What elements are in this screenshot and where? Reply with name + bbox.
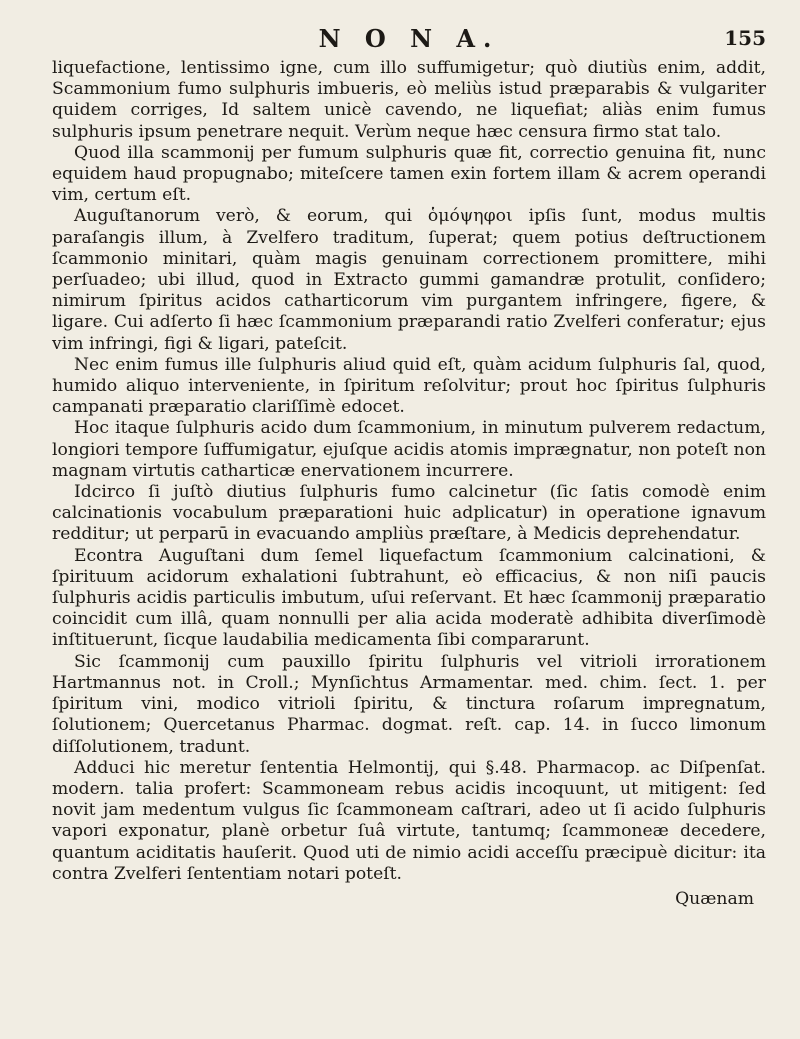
running-title: N O N A. xyxy=(318,24,500,53)
paragraph: Hoc itaque ſulphuris acido dum ſcammonium, in minutum pulverem redactum, longiori tempore ſuffumigatur, ejuſque acidis atomis imprægnatur, non poteſt non magnam virtutis catharticæ enervationem incurrere. xyxy=(52,418,766,481)
page-number: 155 xyxy=(724,26,766,50)
catchword: Quænam xyxy=(675,888,754,909)
paragraph: Sic ſcammonij cum pauxillo ſpiritu ſulphuris vel vitrioli irrorationem Hartmannus not. in Croll.; Mynſichtus Armamentar. med. chim. ſect. 1. per ſpiritum vini, modico vitrioli ſpiritu, & tinctura roſarum impregnatum, ſolutionem; Quercetanus Pharmac. dogmat. reſt. cap. 14. in ſucco limonum diſſolutionem, tradunt. xyxy=(52,651,766,757)
paragraph: liquefactione, lentissimo igne, cum illo suffumigetur; quò diutiùs enim, addit, Scammonium fumo sulphuris imbueris, eò meliùs istud præparabis & vulgariter quidem corriges, Id saltem unicè cavendo, ne liquefiat; aliàs enim fumus sulphuris ipsum penetrare nequit. Verùm neque hæc censura firmo stat talo. xyxy=(52,58,766,142)
paragraph: Quod illa scammonij per fumum sulphuris quæ fit, correctio genuina fit, nunc equidem haud propugnabo; miteſcere tamen exin fortem illam & acrem operandi vim, certum eſt. xyxy=(52,142,766,206)
body-text xyxy=(52,58,766,885)
paragraph: Adduci hic meretur ſententia Helmontij, qui §.48. Pharmacop. ac Diſpenſat. modern. talia profert: Scammoneam rebus acidis incoquunt, ut mitigent: ſed novit jam medentum vulgus ſic ſcammoneam caſtrari, adeo ut ſi acido ſulphuris vapori exponatur, planè orbetur ſuâ virtute, tantumq; ſcammoneæ decedere, quantum aciditatis hauſerit. Quod uti de nimio acidi acceſſu præcipuè dicitur: ita contra Zvelferi ſententiam notari poteſt. xyxy=(52,757,766,884)
paragraph: Auguſtanorum verò, & eorum, qui ὁμόψηφοι ipſis ſunt, modus multis paraſangis illum, à Zvelfero traditum, ſuperat; quem potius deſtructionem ſcammonio minitari, quàm magis genuinam correctionem promittere, mihi perſuadeo; ubi illud, quod in Extracto gummi gamandræ protulit, conſidero; nimirum ſpiritus acidos catharticorum vim purgantem infringere, figere, & ligare. Cui adſerto ſi hæc ſcammonium præparandi ratio Zvelferi conferatur; ejus vim infringi, figi & ligari, pateſcit. xyxy=(52,206,766,354)
paragraph: Econtra Auguſtani dum ſemel liquefactum ſcammonium calcinationi, & ſpirituum acidorum exhalationi ſubtrahunt, eò efficacius, & non niſi paucis ſulphuris acidis particulis imbutum, uſui reſervant. Et hæc ſcammonij præparatio coincidit cum illâ, quam nonnulli per alia acida moderatè adhibita diverſimodè inſtituerunt, ſicque laudabilia medicamenta ſibi compararunt. xyxy=(52,545,766,651)
paragraph: Nec enim fumus ille ſulphuris aliud quid eſt, quàm acidum ſulphuris ſal, quod, humido aliquo interveniente, in ſpiritum reſolvitur; prout hoc ſpiritus ſulphuris campanati præparatio clariſſimè edocet. xyxy=(52,354,766,418)
paragraph: Idcirco ſi juſtò diutius ſulphuris fumo calcinetur (ſic ſatis comodè enim calcinationis vocabulum præparationi huic adplicatur) in operatione ignavum redditur; ut perparū in evacuando ampliùs præſtare, à Medicis deprehendatur. xyxy=(52,482,766,545)
running-head xyxy=(52,24,766,58)
